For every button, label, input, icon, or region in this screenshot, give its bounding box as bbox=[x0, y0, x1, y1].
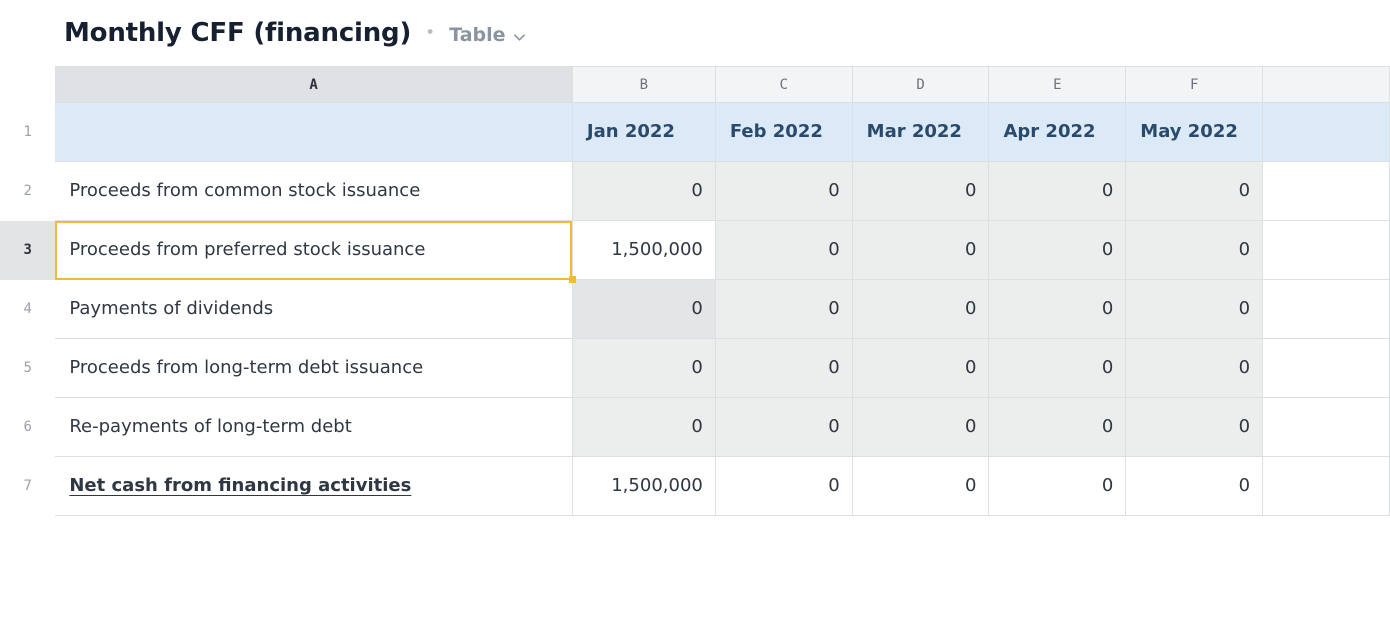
cell-d6-value: 0 bbox=[965, 416, 977, 437]
cell-f2[interactable] bbox=[1126, 162, 1263, 221]
cell-a3-value: Proceeds from preferred stock issuance bbox=[69, 239, 426, 260]
cell-e4-value: 0 bbox=[1101, 298, 1114, 319]
cell-c7-value: 0 bbox=[828, 475, 840, 496]
cell-f7-value: 0 bbox=[1238, 475, 1251, 496]
row-header-3[interactable]: 3 bbox=[0, 221, 55, 280]
cell-f2-value: 0 bbox=[1238, 180, 1251, 201]
cell-d1-value: Mar 2022 bbox=[866, 121, 962, 142]
cell-a2[interactable] bbox=[55, 162, 572, 221]
cell-d1[interactable] bbox=[852, 103, 989, 162]
cell-c1[interactable] bbox=[715, 103, 852, 162]
cell-f6-value: 0 bbox=[1238, 416, 1251, 437]
cell-b2-value: 0 bbox=[691, 180, 703, 201]
cell-e4[interactable] bbox=[989, 280, 1126, 339]
table-row bbox=[0, 103, 1390, 162]
cell-e7[interactable] bbox=[989, 457, 1126, 516]
cell-e3-value: 0 bbox=[1101, 239, 1114, 260]
cell-f7[interactable] bbox=[1126, 457, 1263, 516]
cell-b7-value: 1,500,000 bbox=[611, 475, 703, 496]
cell-b5[interactable] bbox=[572, 339, 715, 398]
row-header-5[interactable]: 5 bbox=[0, 339, 55, 398]
cell-g4[interactable] bbox=[1263, 280, 1390, 339]
cell-a4-value: Payments of dividends bbox=[69, 298, 274, 319]
view-type-dropdown[interactable] bbox=[449, 24, 525, 46]
cell-e2-value: 0 bbox=[1101, 180, 1114, 201]
table-row bbox=[0, 280, 1390, 339]
cell-a6-value: Re-payments of long-term debt bbox=[69, 416, 352, 437]
cell-d3-value: 0 bbox=[965, 239, 977, 260]
cell-e6-value: 0 bbox=[1101, 416, 1114, 437]
row-header-4[interactable]: 4 bbox=[0, 280, 55, 339]
cell-c4[interactable] bbox=[715, 280, 852, 339]
cell-c2-value: 0 bbox=[828, 180, 840, 201]
cell-a1-value bbox=[55, 103, 572, 161]
cell-e2[interactable] bbox=[989, 162, 1126, 221]
cell-b6-value: 0 bbox=[691, 416, 703, 437]
cell-g1[interactable] bbox=[1263, 103, 1390, 162]
chevron-down-icon bbox=[513, 31, 526, 44]
view-type-label: Table bbox=[449, 24, 506, 46]
column-header-row bbox=[0, 67, 1390, 103]
column-header-e[interactable]: E bbox=[989, 67, 1126, 103]
cell-c7[interactable] bbox=[715, 457, 852, 516]
cell-c3-value: 0 bbox=[828, 239, 840, 260]
cell-a1[interactable] bbox=[55, 103, 572, 162]
cell-b7[interactable] bbox=[572, 457, 715, 516]
cell-a3[interactable] bbox=[55, 221, 572, 280]
row-header-2[interactable]: 2 bbox=[0, 162, 55, 221]
cell-b3[interactable] bbox=[572, 221, 715, 280]
cell-b5-value: 0 bbox=[691, 357, 703, 378]
table-row bbox=[0, 162, 1390, 221]
cell-b1[interactable] bbox=[572, 103, 715, 162]
spreadsheet-grid[interactable] bbox=[0, 66, 1390, 516]
title-separator-dot: • bbox=[425, 23, 436, 43]
cell-d2[interactable] bbox=[852, 162, 989, 221]
cell-c2[interactable] bbox=[715, 162, 852, 221]
cell-g5[interactable] bbox=[1263, 339, 1390, 398]
selection-handle[interactable] bbox=[569, 276, 576, 283]
cell-d5[interactable] bbox=[852, 339, 989, 398]
cell-a7[interactable] bbox=[55, 457, 572, 516]
cell-f6[interactable] bbox=[1126, 398, 1263, 457]
cell-a4[interactable] bbox=[55, 280, 572, 339]
sheet-header bbox=[0, 0, 1390, 46]
cell-b4[interactable] bbox=[572, 280, 715, 339]
row-header-6[interactable]: 6 bbox=[0, 398, 55, 457]
page-title: Monthly CFF (financing) bbox=[64, 18, 412, 48]
column-header-overflow[interactable] bbox=[1263, 67, 1390, 103]
cell-f3-value: 0 bbox=[1238, 239, 1251, 260]
cell-f5-value: 0 bbox=[1238, 357, 1251, 378]
cell-e6[interactable] bbox=[989, 398, 1126, 457]
column-header-f[interactable]: F bbox=[1126, 67, 1263, 103]
table-row bbox=[0, 457, 1390, 516]
cell-f4[interactable] bbox=[1126, 280, 1263, 339]
table-row bbox=[0, 339, 1390, 398]
cell-c1-value: Feb 2022 bbox=[729, 121, 823, 142]
cell-d4[interactable] bbox=[852, 280, 989, 339]
cell-a5[interactable] bbox=[55, 339, 572, 398]
cell-c3[interactable] bbox=[715, 221, 852, 280]
cell-c6[interactable] bbox=[715, 398, 852, 457]
cell-d5-value: 0 bbox=[965, 357, 977, 378]
cell-b6[interactable] bbox=[572, 398, 715, 457]
cell-a5-value: Proceeds from long-term debt issuance bbox=[69, 357, 424, 378]
cell-d7[interactable] bbox=[852, 457, 989, 516]
cell-c4-value: 0 bbox=[828, 298, 840, 319]
cell-e3[interactable] bbox=[989, 221, 1126, 280]
cell-b4-value: 0 bbox=[691, 298, 703, 319]
cell-f5[interactable] bbox=[1126, 339, 1263, 398]
cell-b1-value: Jan 2022 bbox=[586, 121, 675, 142]
grid-table bbox=[0, 66, 1390, 516]
cell-f1-value: May 2022 bbox=[1140, 121, 1238, 142]
cell-e7-value: 0 bbox=[1101, 475, 1114, 496]
column-header-b[interactable]: B bbox=[572, 67, 715, 103]
cell-g7[interactable] bbox=[1263, 457, 1390, 516]
row-header-7[interactable]: 7 bbox=[0, 457, 55, 516]
cell-e1[interactable] bbox=[989, 103, 1126, 162]
grid-corner[interactable] bbox=[0, 67, 55, 103]
cell-g6[interactable] bbox=[1263, 398, 1390, 457]
cell-d3[interactable] bbox=[852, 221, 989, 280]
cell-b3-value: 1,500,000 bbox=[611, 239, 703, 260]
cell-c5-value: 0 bbox=[828, 357, 840, 378]
table-row bbox=[0, 221, 1390, 280]
cell-d4-value: 0 bbox=[965, 298, 977, 319]
row-header-1[interactable]: 1 bbox=[0, 103, 55, 162]
column-header-a[interactable]: A bbox=[55, 67, 572, 103]
cell-d7-value: 0 bbox=[965, 475, 977, 496]
cell-a6[interactable] bbox=[55, 398, 572, 457]
cell-e1-value: Apr 2022 bbox=[1003, 121, 1096, 142]
cell-f3[interactable] bbox=[1126, 221, 1263, 280]
cell-c6-value: 0 bbox=[828, 416, 840, 437]
cell-c5[interactable] bbox=[715, 339, 852, 398]
table-row bbox=[0, 398, 1390, 457]
cell-g3[interactable] bbox=[1263, 221, 1390, 280]
column-header-c[interactable]: C bbox=[715, 67, 852, 103]
cell-f1[interactable] bbox=[1126, 103, 1263, 162]
cell-b2[interactable] bbox=[572, 162, 715, 221]
cell-d6[interactable] bbox=[852, 398, 989, 457]
cell-a2-value: Proceeds from common stock issuance bbox=[69, 180, 421, 201]
cell-e5-value: 0 bbox=[1101, 357, 1114, 378]
cell-f4-value: 0 bbox=[1238, 298, 1251, 319]
cell-g2[interactable] bbox=[1263, 162, 1390, 221]
column-header-d[interactable]: D bbox=[852, 67, 989, 103]
cell-d2-value: 0 bbox=[965, 180, 977, 201]
cell-a7-value: Net cash from financing activities bbox=[69, 475, 412, 496]
cell-e5[interactable] bbox=[989, 339, 1126, 398]
